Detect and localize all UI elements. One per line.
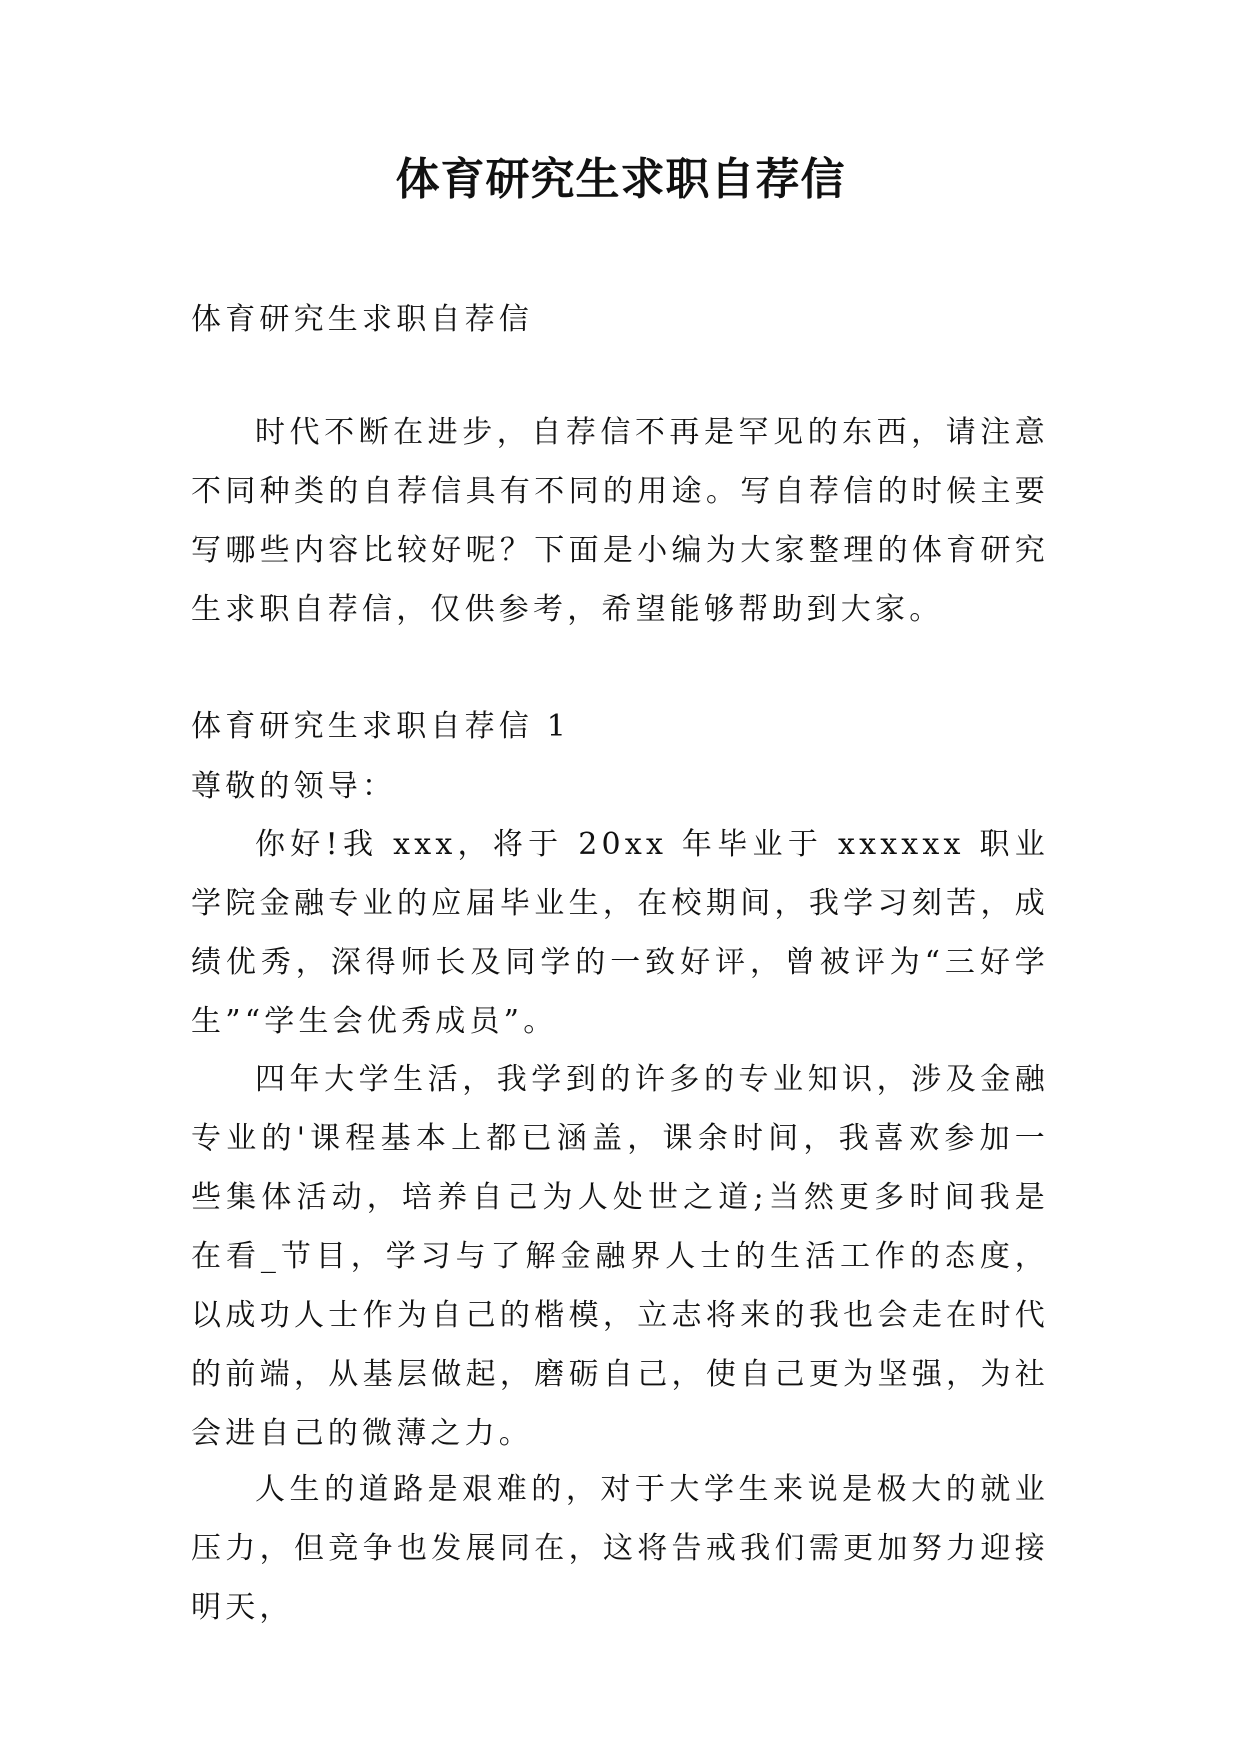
intro-paragraph: 时代不断在进步，自荐信不再是罕见的东西，请注意不同种类的自荐信具有不同的用途。写自荐信的时候主要写哪些内容比较好呢？下面是小编为大家整理的体育研究生求职自荐信，仅供参考，希望能够帮助到大家。 bbox=[191, 415, 1049, 627]
letter-paragraph: 四年大学生活，我学到的许多的专业知识，涉及金融专业的'课程基本上都已涵盖，课余时间，我喜欢参加一些集体活动，培养自己为人处世之道;当然更多时间我是在看_节目，学习与了解金融界人士的生活工作的态度，以成功人士作为自己的楷模，立志将来的我也会走在时代的前端，从基层做起，磨砺自己，使自己更为坚强，为社会进自己的微薄之力。 bbox=[191, 1062, 1049, 1451]
letter-greeting: 尊敬的领导： bbox=[191, 769, 397, 804]
letter-paragraph: 人生的道路是艰难的，对于大学生来说是极大的就业压力，但竞争也发展同在，这将告戒我们需更加努力迎接明天， bbox=[191, 1472, 1049, 1625]
letter-heading: 体育研究生求职自荐信 1 bbox=[191, 709, 571, 744]
document-subtitle: 体育研究生求职自荐信 bbox=[191, 302, 533, 337]
letter-paragraph: 你好!我 xxx，将于 20xx 年毕业于 xxxxxx 职业学院金融专业的应届毕业生，在校期间，我学习刻苦，成绩优秀，深得师长及同学的一致好评，曾被评为“三好学生”“学生会优秀成员”。 bbox=[191, 827, 1049, 1039]
document-title: 体育研究生求职自荐信 bbox=[395, 154, 846, 205]
